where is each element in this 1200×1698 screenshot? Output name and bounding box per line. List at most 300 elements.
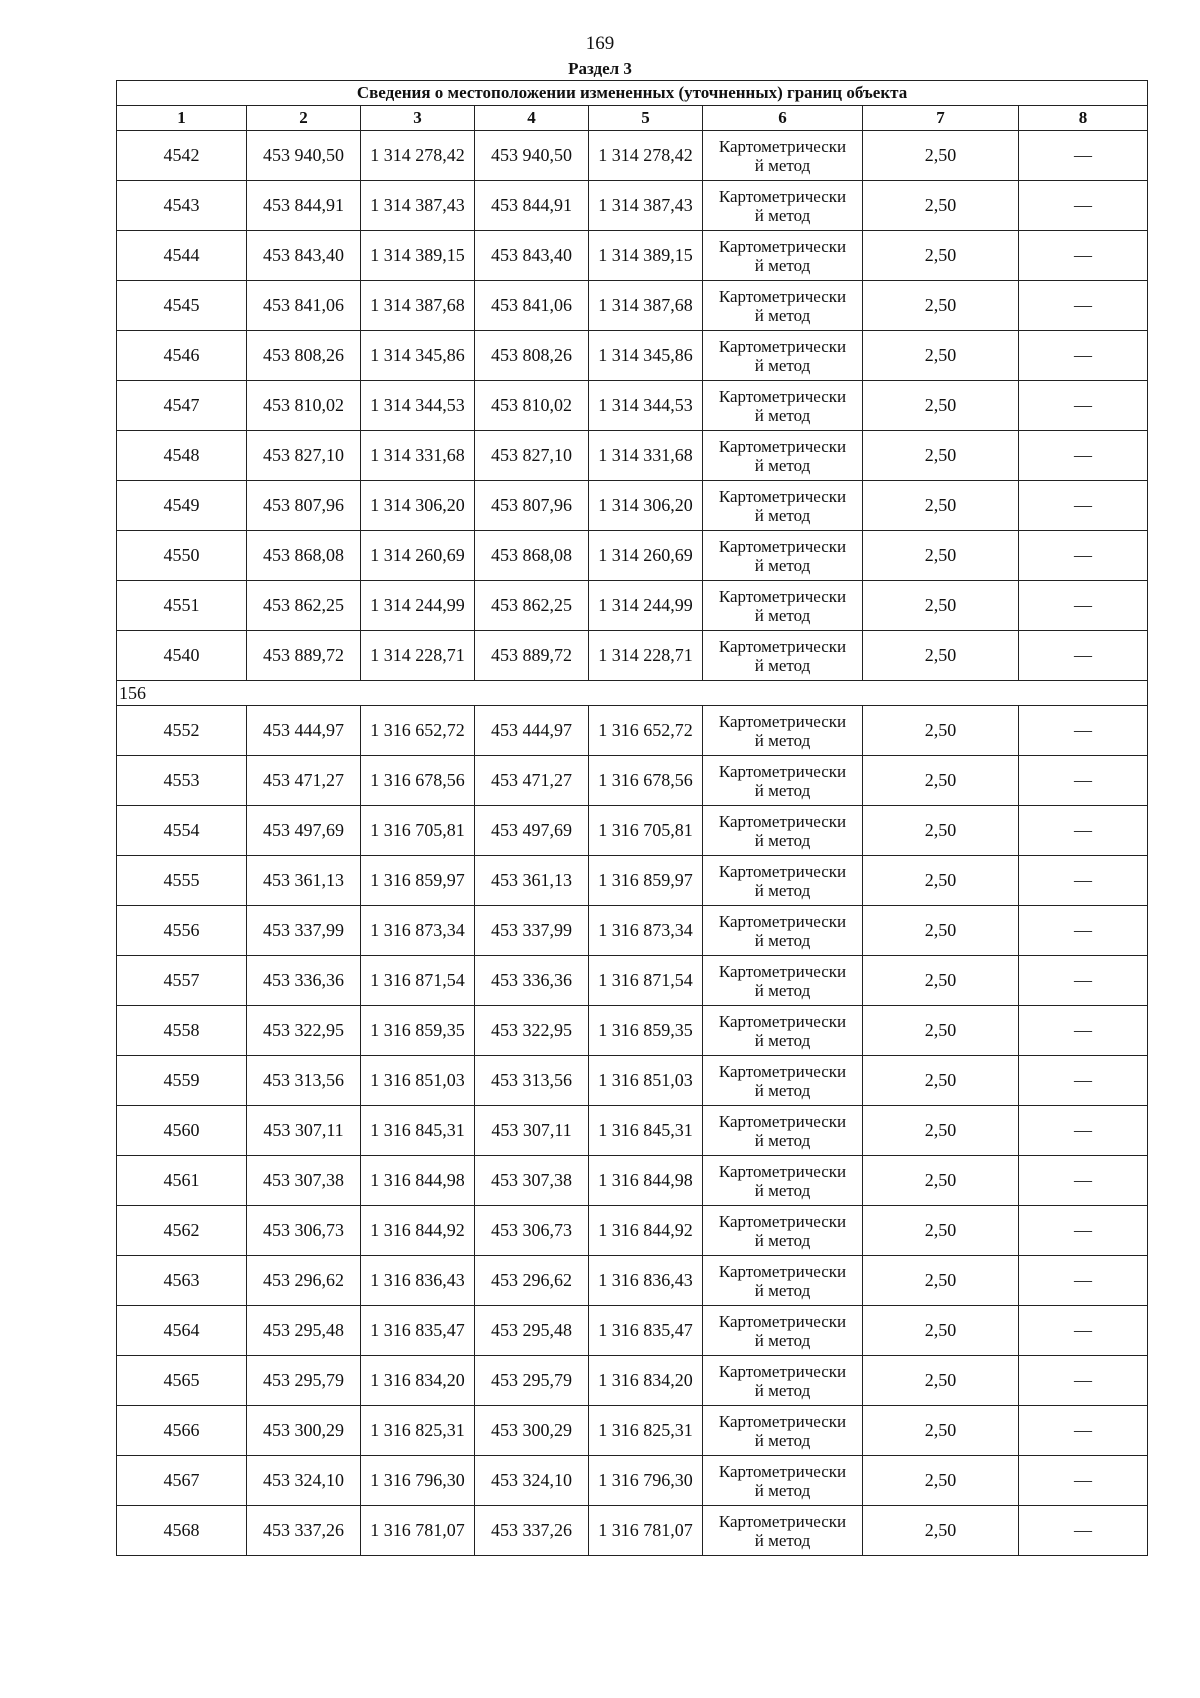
method-cell xyxy=(703,856,863,906)
section-title: Раздел 3 xyxy=(568,59,632,78)
column-number: 4 xyxy=(475,106,589,131)
method-cell xyxy=(703,231,863,281)
table-caption: Сведения о местоположении измененных (уточненных) границ объекта xyxy=(117,81,1148,106)
note-cell: — xyxy=(1019,1506,1148,1556)
y-old-cell: 1 314 244,99 xyxy=(361,581,475,631)
y-new-cell: 1 316 678,56 xyxy=(589,756,703,806)
y-old-cell: 1 316 836,43 xyxy=(361,1256,475,1306)
x-new-cell: 453 361,13 xyxy=(475,856,589,906)
note-cell: — xyxy=(1019,1106,1148,1156)
accuracy-cell: 2,50 xyxy=(863,231,1019,281)
x-new-cell: 453 306,73 xyxy=(475,1206,589,1256)
accuracy-cell: 2,50 xyxy=(863,631,1019,681)
column-number: 2 xyxy=(247,106,361,131)
method-cell xyxy=(703,1106,863,1156)
y-new-cell: 1 316 825,31 xyxy=(589,1406,703,1456)
x-old-cell: 453 808,26 xyxy=(247,331,361,381)
method-cell xyxy=(703,1306,863,1356)
accuracy-cell: 2,50 xyxy=(863,856,1019,906)
note-cell: — xyxy=(1019,631,1148,681)
table-caption-row xyxy=(117,81,1148,106)
table-row xyxy=(117,856,1148,906)
y-new-cell: 1 316 844,92 xyxy=(589,1206,703,1256)
x-new-cell: 453 940,50 xyxy=(475,131,589,181)
y-new-cell: 1 316 834,20 xyxy=(589,1356,703,1406)
x-new-cell: 453 337,26 xyxy=(475,1506,589,1556)
y-new-cell: 1 316 835,47 xyxy=(589,1306,703,1356)
point-number-cell: 4555 xyxy=(117,856,247,906)
point-number-cell: 4553 xyxy=(117,756,247,806)
table-row xyxy=(117,1156,1148,1206)
point-number-cell: 4563 xyxy=(117,1256,247,1306)
note-cell: — xyxy=(1019,481,1148,531)
x-new-cell: 453 827,10 xyxy=(475,431,589,481)
accuracy-cell: 2,50 xyxy=(863,131,1019,181)
x-new-cell: 453 336,36 xyxy=(475,956,589,1006)
coordinates-table xyxy=(116,80,1148,1556)
point-number-cell: 4550 xyxy=(117,531,247,581)
y-new-cell: 1 316 859,97 xyxy=(589,856,703,906)
table-row xyxy=(117,1106,1148,1156)
method-line: й метод xyxy=(754,505,811,525)
method-line: Картометрически xyxy=(718,761,847,781)
table-row xyxy=(117,1056,1148,1106)
table-row xyxy=(117,956,1148,1006)
y-new-cell: 1 314 389,15 xyxy=(589,231,703,281)
accuracy-cell: 2,50 xyxy=(863,906,1019,956)
x-new-cell: 453 843,40 xyxy=(475,231,589,281)
point-number-cell: 4540 xyxy=(117,631,247,681)
note-cell: — xyxy=(1019,1156,1148,1206)
method-line: Картометрически xyxy=(718,811,847,831)
point-number-cell: 4567 xyxy=(117,1456,247,1506)
method-line: Картометрически xyxy=(718,1461,847,1481)
y-old-cell: 1 314 387,68 xyxy=(361,281,475,331)
x-new-cell: 453 296,62 xyxy=(475,1256,589,1306)
table-row xyxy=(117,481,1148,531)
x-new-cell: 453 295,48 xyxy=(475,1306,589,1356)
y-new-cell: 1 316 652,72 xyxy=(589,706,703,756)
y-old-cell: 1 316 652,72 xyxy=(361,706,475,756)
x-old-cell: 453 295,48 xyxy=(247,1306,361,1356)
page-number: 169 xyxy=(585,33,615,54)
point-number-cell: 4551 xyxy=(117,581,247,631)
x-new-cell: 453 322,95 xyxy=(475,1006,589,1056)
accuracy-cell: 2,50 xyxy=(863,281,1019,331)
table-row xyxy=(117,1506,1148,1556)
accuracy-cell: 2,50 xyxy=(863,956,1019,1006)
group-label: 156 xyxy=(117,681,1148,706)
y-old-cell: 1 316 781,07 xyxy=(361,1506,475,1556)
method-cell xyxy=(703,1506,863,1556)
y-old-cell: 1 316 835,47 xyxy=(361,1306,475,1356)
x-new-cell: 453 807,96 xyxy=(475,481,589,531)
method-line: й метод xyxy=(754,555,811,575)
table-row xyxy=(117,806,1148,856)
table-row xyxy=(117,631,1148,681)
y-new-cell: 1 314 260,69 xyxy=(589,531,703,581)
accuracy-cell: 2,50 xyxy=(863,1156,1019,1206)
y-old-cell: 1 316 873,34 xyxy=(361,906,475,956)
accuracy-cell: 2,50 xyxy=(863,1456,1019,1506)
x-old-cell: 453 862,25 xyxy=(247,581,361,631)
method-line: й метод xyxy=(754,1530,811,1550)
note-cell: — xyxy=(1019,281,1148,331)
accuracy-cell: 2,50 xyxy=(863,1506,1019,1556)
accuracy-cell: 2,50 xyxy=(863,706,1019,756)
point-number-cell: 4566 xyxy=(117,1406,247,1456)
y-old-cell: 1 316 845,31 xyxy=(361,1106,475,1156)
x-new-cell: 453 862,25 xyxy=(475,581,589,631)
method-line: й метод xyxy=(754,155,811,175)
x-old-cell: 453 810,02 xyxy=(247,381,361,431)
point-number-cell: 4546 xyxy=(117,331,247,381)
y-old-cell: 1 316 844,98 xyxy=(361,1156,475,1206)
point-number-cell: 4545 xyxy=(117,281,247,331)
y-old-cell: 1 316 851,03 xyxy=(361,1056,475,1106)
method-line: Картометрически xyxy=(718,1061,847,1081)
point-number-cell: 4552 xyxy=(117,706,247,756)
note-cell: — xyxy=(1019,906,1148,956)
column-number: 5 xyxy=(589,106,703,131)
method-line: й метод xyxy=(754,1480,811,1500)
point-number-cell: 4559 xyxy=(117,1056,247,1106)
x-old-cell: 453 337,26 xyxy=(247,1506,361,1556)
y-new-cell: 1 314 387,43 xyxy=(589,181,703,231)
method-line: й метод xyxy=(754,1380,811,1400)
method-line: Картометрически xyxy=(718,911,847,931)
point-number-cell: 4568 xyxy=(117,1506,247,1556)
table-row xyxy=(117,131,1148,181)
method-line: Картометрически xyxy=(718,486,847,506)
x-old-cell: 453 361,13 xyxy=(247,856,361,906)
method-line: Картометрически xyxy=(718,1361,847,1381)
point-number-cell: 4549 xyxy=(117,481,247,531)
y-new-cell: 1 316 845,31 xyxy=(589,1106,703,1156)
y-new-cell: 1 316 781,07 xyxy=(589,1506,703,1556)
x-new-cell: 453 324,10 xyxy=(475,1456,589,1506)
y-new-cell: 1 314 278,42 xyxy=(589,131,703,181)
accuracy-cell: 2,50 xyxy=(863,1056,1019,1106)
x-new-cell: 453 471,27 xyxy=(475,756,589,806)
method-line: й метод xyxy=(754,255,811,275)
point-number-cell: 4562 xyxy=(117,1206,247,1256)
x-old-cell: 453 336,36 xyxy=(247,956,361,1006)
x-old-cell: 453 497,69 xyxy=(247,806,361,856)
method-line: Картометрически xyxy=(718,186,847,206)
y-old-cell: 1 316 678,56 xyxy=(361,756,475,806)
method-cell xyxy=(703,1156,863,1206)
y-old-cell: 1 316 834,20 xyxy=(361,1356,475,1406)
y-new-cell: 1 316 851,03 xyxy=(589,1056,703,1106)
method-line: й метод xyxy=(754,1030,811,1050)
method-cell xyxy=(703,1006,863,1056)
note-cell: — xyxy=(1019,1206,1148,1256)
accuracy-cell: 2,50 xyxy=(863,1256,1019,1306)
column-number-row xyxy=(117,106,1148,131)
point-number-cell: 4554 xyxy=(117,806,247,856)
method-line: й метод xyxy=(754,205,811,225)
x-old-cell: 453 300,29 xyxy=(247,1406,361,1456)
method-line: Картометрически xyxy=(718,1311,847,1331)
x-new-cell: 453 295,79 xyxy=(475,1356,589,1406)
accuracy-cell: 2,50 xyxy=(863,1206,1019,1256)
x-new-cell: 453 868,08 xyxy=(475,531,589,581)
method-cell xyxy=(703,431,863,481)
x-old-cell: 453 322,95 xyxy=(247,1006,361,1056)
y-new-cell: 1 314 228,71 xyxy=(589,631,703,681)
x-old-cell: 453 296,62 xyxy=(247,1256,361,1306)
note-cell: — xyxy=(1019,181,1148,231)
y-old-cell: 1 316 859,35 xyxy=(361,1006,475,1056)
column-number: 7 xyxy=(863,106,1019,131)
method-line: й метод xyxy=(754,880,811,900)
x-old-cell: 453 337,99 xyxy=(247,906,361,956)
x-new-cell: 453 444,97 xyxy=(475,706,589,756)
method-line: й метод xyxy=(754,930,811,950)
x-new-cell: 453 844,91 xyxy=(475,181,589,231)
method-cell xyxy=(703,181,863,231)
point-number-cell: 4547 xyxy=(117,381,247,431)
method-line: й метод xyxy=(754,1230,811,1250)
accuracy-cell: 2,50 xyxy=(863,531,1019,581)
method-line: й метод xyxy=(754,830,811,850)
method-cell xyxy=(703,956,863,1006)
x-new-cell: 453 841,06 xyxy=(475,281,589,331)
note-cell: — xyxy=(1019,1406,1148,1456)
note-cell: — xyxy=(1019,1056,1148,1106)
x-old-cell: 453 295,79 xyxy=(247,1356,361,1406)
table-row xyxy=(117,1456,1148,1506)
accuracy-cell: 2,50 xyxy=(863,1006,1019,1056)
y-new-cell: 1 314 344,53 xyxy=(589,381,703,431)
method-cell xyxy=(703,1406,863,1456)
y-old-cell: 1 316 844,92 xyxy=(361,1206,475,1256)
accuracy-cell: 2,50 xyxy=(863,331,1019,381)
accuracy-cell: 2,50 xyxy=(863,1106,1019,1156)
method-cell xyxy=(703,756,863,806)
column-number: 1 xyxy=(117,106,247,131)
table-row xyxy=(117,1406,1148,1456)
accuracy-cell: 2,50 xyxy=(863,756,1019,806)
table-row xyxy=(117,1356,1148,1406)
method-cell xyxy=(703,531,863,581)
method-line: й метод xyxy=(754,980,811,1000)
method-line: Картометрически xyxy=(718,436,847,456)
table-row xyxy=(117,581,1148,631)
y-old-cell: 1 314 306,20 xyxy=(361,481,475,531)
accuracy-cell: 2,50 xyxy=(863,1306,1019,1356)
point-number-cell: 4564 xyxy=(117,1306,247,1356)
method-line: Картометрически xyxy=(718,1011,847,1031)
x-old-cell: 453 313,56 xyxy=(247,1056,361,1106)
table-row xyxy=(117,756,1148,806)
table-row xyxy=(117,1206,1148,1256)
note-cell: — xyxy=(1019,1006,1148,1056)
x-old-cell: 453 307,38 xyxy=(247,1156,361,1206)
x-old-cell: 453 889,72 xyxy=(247,631,361,681)
note-cell: — xyxy=(1019,531,1148,581)
y-new-cell: 1 316 705,81 xyxy=(589,806,703,856)
method-line: Картометрически xyxy=(718,961,847,981)
method-line: Картометрически xyxy=(718,286,847,306)
table-row xyxy=(117,331,1148,381)
y-old-cell: 1 316 871,54 xyxy=(361,956,475,1006)
method-line: Картометрически xyxy=(718,236,847,256)
method-cell xyxy=(703,706,863,756)
method-line: й метод xyxy=(754,355,811,375)
y-old-cell: 1 316 705,81 xyxy=(361,806,475,856)
accuracy-cell: 2,50 xyxy=(863,431,1019,481)
note-cell: — xyxy=(1019,581,1148,631)
table-row xyxy=(117,281,1148,331)
table-row xyxy=(117,1006,1148,1056)
method-cell xyxy=(703,481,863,531)
note-cell: — xyxy=(1019,856,1148,906)
method-cell xyxy=(703,281,863,331)
method-line: й метод xyxy=(754,1280,811,1300)
method-line: Картометрически xyxy=(718,861,847,881)
method-line: й метод xyxy=(754,1330,811,1350)
point-number-cell: 4557 xyxy=(117,956,247,1006)
method-line: й метод xyxy=(754,780,811,800)
method-line: й метод xyxy=(754,605,811,625)
y-old-cell: 1 316 796,30 xyxy=(361,1456,475,1506)
note-cell: — xyxy=(1019,706,1148,756)
note-cell: — xyxy=(1019,1306,1148,1356)
x-new-cell: 453 810,02 xyxy=(475,381,589,431)
method-cell xyxy=(703,1056,863,1106)
y-new-cell: 1 314 345,86 xyxy=(589,331,703,381)
y-new-cell: 1 314 331,68 xyxy=(589,431,703,481)
note-cell: — xyxy=(1019,806,1148,856)
note-cell: — xyxy=(1019,756,1148,806)
x-new-cell: 453 300,29 xyxy=(475,1406,589,1456)
y-old-cell: 1 314 278,42 xyxy=(361,131,475,181)
x-old-cell: 453 843,40 xyxy=(247,231,361,281)
note-cell: — xyxy=(1019,231,1148,281)
y-old-cell: 1 314 260,69 xyxy=(361,531,475,581)
x-new-cell: 453 337,99 xyxy=(475,906,589,956)
method-cell xyxy=(703,581,863,631)
x-new-cell: 453 497,69 xyxy=(475,806,589,856)
method-cell xyxy=(703,631,863,681)
table-row xyxy=(117,1306,1148,1356)
y-new-cell: 1 316 871,54 xyxy=(589,956,703,1006)
accuracy-cell: 2,50 xyxy=(863,181,1019,231)
method-line: Картометрически xyxy=(718,536,847,556)
point-number-cell: 4560 xyxy=(117,1106,247,1156)
y-old-cell: 1 316 859,97 xyxy=(361,856,475,906)
method-line: й метод xyxy=(754,655,811,675)
accuracy-cell: 2,50 xyxy=(863,581,1019,631)
method-line: Картометрически xyxy=(718,336,847,356)
x-new-cell: 453 307,38 xyxy=(475,1156,589,1206)
method-line: й метод xyxy=(754,1180,811,1200)
point-number-cell: 4558 xyxy=(117,1006,247,1056)
note-cell: — xyxy=(1019,1356,1148,1406)
x-old-cell: 453 444,97 xyxy=(247,706,361,756)
method-line: й метод xyxy=(754,730,811,750)
method-line: Картометрически xyxy=(718,1411,847,1431)
y-new-cell: 1 314 244,99 xyxy=(589,581,703,631)
x-old-cell: 453 807,96 xyxy=(247,481,361,531)
x-new-cell: 453 313,56 xyxy=(475,1056,589,1106)
point-number-cell: 4548 xyxy=(117,431,247,481)
method-cell xyxy=(703,331,863,381)
method-line: Картометрически xyxy=(718,1261,847,1281)
y-new-cell: 1 316 836,43 xyxy=(589,1256,703,1306)
point-number-cell: 4544 xyxy=(117,231,247,281)
table-row xyxy=(117,706,1148,756)
method-line: Картометрически xyxy=(718,636,847,656)
method-line: й метод xyxy=(754,405,811,425)
x-old-cell: 453 471,27 xyxy=(247,756,361,806)
method-line: Картометрически xyxy=(718,1161,847,1181)
x-new-cell: 453 307,11 xyxy=(475,1106,589,1156)
point-number-cell: 4556 xyxy=(117,906,247,956)
table-row xyxy=(117,531,1148,581)
y-old-cell: 1 314 345,86 xyxy=(361,331,475,381)
note-cell: — xyxy=(1019,381,1148,431)
x-new-cell: 453 808,26 xyxy=(475,331,589,381)
method-cell xyxy=(703,906,863,956)
x-old-cell: 453 844,91 xyxy=(247,181,361,231)
note-cell: — xyxy=(1019,131,1148,181)
y-new-cell: 1 316 873,34 xyxy=(589,906,703,956)
method-cell xyxy=(703,1356,863,1406)
method-line: Картометрически xyxy=(718,136,847,156)
table-row xyxy=(117,181,1148,231)
note-cell: — xyxy=(1019,431,1148,481)
method-line: Картометрически xyxy=(718,1211,847,1231)
method-line: й метод xyxy=(754,1130,811,1150)
method-line: й метод xyxy=(754,1430,811,1450)
x-old-cell: 453 841,06 xyxy=(247,281,361,331)
y-new-cell: 1 316 796,30 xyxy=(589,1456,703,1506)
method-line: й метод xyxy=(754,1080,811,1100)
table-row xyxy=(117,1256,1148,1306)
point-number-cell: 4565 xyxy=(117,1356,247,1406)
x-old-cell: 453 940,50 xyxy=(247,131,361,181)
method-cell xyxy=(703,131,863,181)
table-row xyxy=(117,431,1148,481)
method-line: Картометрически xyxy=(718,711,847,731)
y-new-cell: 1 314 306,20 xyxy=(589,481,703,531)
table-row xyxy=(117,381,1148,431)
y-new-cell: 1 316 859,35 xyxy=(589,1006,703,1056)
note-cell: — xyxy=(1019,1456,1148,1506)
point-number-cell: 4542 xyxy=(117,131,247,181)
accuracy-cell: 2,50 xyxy=(863,381,1019,431)
note-cell: — xyxy=(1019,1256,1148,1306)
note-cell: — xyxy=(1019,331,1148,381)
y-old-cell: 1 314 331,68 xyxy=(361,431,475,481)
point-number-cell: 4561 xyxy=(117,1156,247,1206)
method-line: Картометрически xyxy=(718,1511,847,1531)
x-old-cell: 453 868,08 xyxy=(247,531,361,581)
point-number-cell: 4543 xyxy=(117,181,247,231)
group-row xyxy=(117,681,1148,706)
accuracy-cell: 2,50 xyxy=(863,806,1019,856)
method-line: Картометрически xyxy=(718,1111,847,1131)
x-new-cell: 453 889,72 xyxy=(475,631,589,681)
y-old-cell: 1 314 389,15 xyxy=(361,231,475,281)
note-cell: — xyxy=(1019,956,1148,1006)
x-old-cell: 453 827,10 xyxy=(247,431,361,481)
y-old-cell: 1 314 387,43 xyxy=(361,181,475,231)
table-row xyxy=(117,231,1148,281)
